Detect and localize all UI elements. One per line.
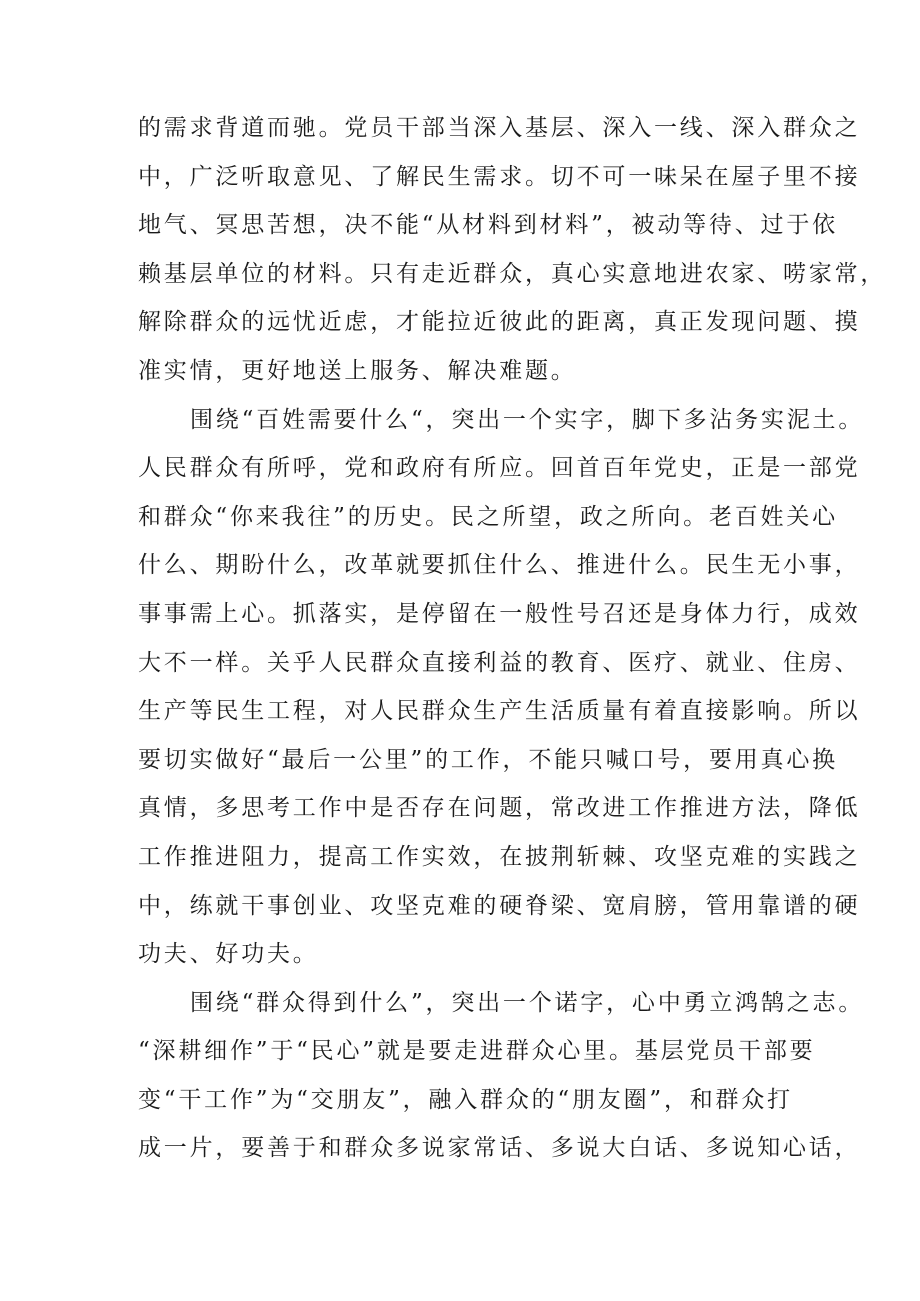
text-line: 赖基层单位的材料。只有走近群众，真心实意地进农家、唠家常， — [138, 260, 887, 287]
text-line-indented: 围绕“百姓需要什么“，突出一个实字，脚下多沾务实泥土。 — [190, 406, 865, 433]
text-line: 中，广泛听取意见、了解民生需求。切不可一味呆在屋子里不接 — [138, 163, 861, 190]
text-line: 真情，多思考工作中是否存在问题，常改进工作推进方法，降低 — [138, 795, 861, 822]
document-body — [138, 104, 887, 1173]
paragraph-3 — [138, 979, 865, 1173]
text-line: 事事需上心。抓落实，是停留在一般性号召还是身体力行，成效 — [138, 600, 861, 627]
text-line: 中，练就干事创业、攻坚克难的硬脊梁、宽肩膀，管用靠谱的硬 — [138, 892, 861, 919]
text-line: 生产等民生工程，对人民群众生产生活质量有着直接影响。所以 — [138, 698, 861, 725]
text-line: 和群众“你来我往”的历史。民之所望，政之所向。老百姓关心 — [138, 503, 838, 530]
text-line: 准实情，更好地送上服务、解决难题。 — [138, 357, 577, 384]
text-line: 什么、期盼什么，改革就要抓住什么、推进什么。民生无小事， — [138, 552, 861, 579]
text-line: 要切实做好“最后一公里”的工作，不能只喊口号，要用真心换 — [138, 746, 838, 773]
text-line: 变“干工作”为“交朋友”，融入群众的“朋友圈”，和群众打 — [138, 1086, 793, 1113]
text-line: 成一片，要善于和群众多说家常话、多说大白话、多说知心话， — [138, 1135, 861, 1162]
text-line: 的需求背道而驰。党员干部当深入基层、深入一线、深入群众之 — [138, 115, 861, 141]
paragraph-1 — [138, 104, 887, 396]
text-line-indented: 围绕“群众得到什么”，突出一个诺字，心中勇立鸿鹄之志。 — [190, 989, 865, 1016]
text-line: 功夫、好功夫。 — [138, 941, 319, 968]
text-line: 大不一样。关乎人民群众直接利益的教育、医疗、就业、住房、 — [138, 649, 861, 676]
text-line: 解除群众的远忧近虑，才能拉近彼此的距离，真正发现问题、摸 — [138, 309, 861, 336]
text-line: “深耕细作”于“民心”就是要走进群众心里。基层党员干部要 — [138, 1038, 816, 1065]
text-line: 地气、冥思苦想，决不能“从材料到材料”，被动等待、过于依 — [138, 212, 838, 239]
text-line: 人民群众有所呼，党和政府有所应。回首百年党史，正是一部党 — [138, 455, 861, 482]
text-line: 工作推进阻力，提高工作实效，在披荆斩棘、攻坚克难的实践之 — [138, 843, 861, 870]
paragraph-2 — [138, 396, 865, 979]
